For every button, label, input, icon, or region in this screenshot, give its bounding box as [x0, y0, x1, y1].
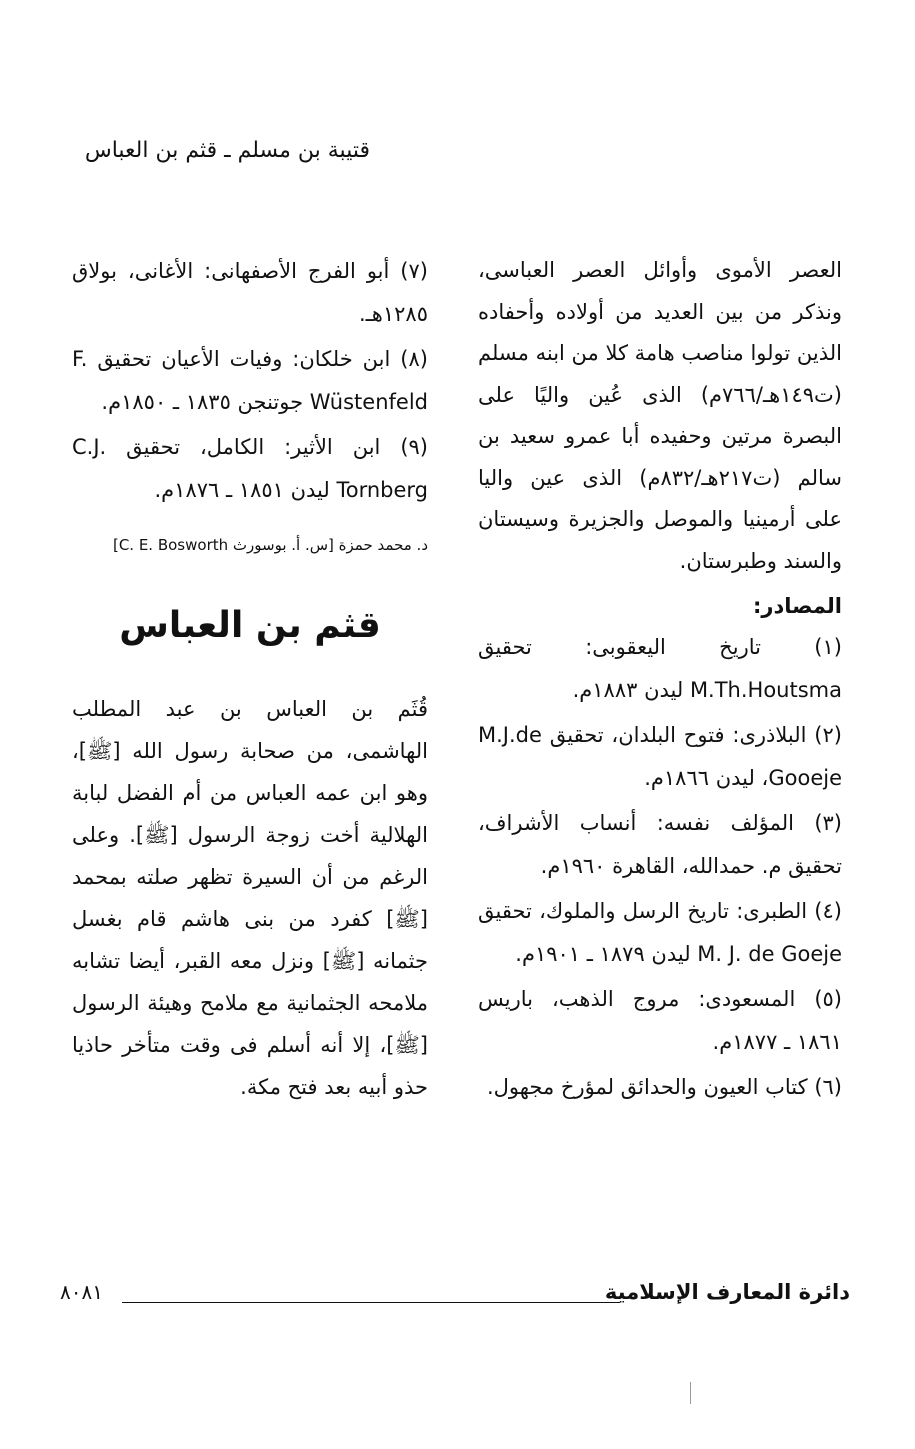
right-column — [478, 250, 842, 1111]
article-title: قثم بن العباس — [119, 605, 381, 646]
source-entry-5: (٥) المسعودى: مروج الذهب، باريس ١٨٦١ ـ ١٨٧٧م. — [478, 987, 842, 1054]
source-entry-6: (٦) كتاب العيون والحدائق لمؤرخ مجهول. — [486, 1075, 842, 1099]
source-entry-3: (٣) المؤلف نفسه: أنساب الأشراف، تحقيق م. حمدالله، القاهرة ١٩٦٠م. — [478, 811, 842, 878]
left-column — [72, 250, 428, 1108]
article-body-paragraph: قُثَم بن العباس بن عبد المطلب الهاشمى، من صحابة رسول الله [ﷺ]، وهو ابن عمه العباس من أم الفضل لبابة الهلالية أخت زوجة الرسول [ﷺ]. وعلى الرغم من أن السيرة تظهر صلته بمحمد [ﷺ] كفرد من بنى هاشم قام بغسل جثمانه [ﷺ] ونزل معه القبر، أيضا تشابه ملامحه الجثمانية مع ملامح وهيئة الرسول [ﷺ]، إلا أنه أسلم فى وقت متأخر حاذيا حذو أبيه بعد فتح مكة. — [72, 697, 428, 1099]
page-number: ٨٠٨١ — [60, 1280, 103, 1304]
source-entry-4: (٤) الطبرى: تاريخ الرسل والملوك، تحقيق M. J. de Goeje ليدن ١٨٧٩ ـ ١٩٠١م. — [478, 899, 842, 966]
page-footer — [60, 1272, 850, 1312]
footer-rule — [122, 1302, 620, 1303]
source-entry-2: (٢) البلاذرى: فتوح البلدان، تحقيق M.J.de Gooeje، ليدن ١٨٦٦م. — [478, 723, 842, 790]
footer-journal-title: دائرة المعارف الإسلامية — [604, 1280, 850, 1304]
source-entry-1: (١) تاريخ اليعقوبى: تحقيق M.Th.Houtsma ليدن ١٨٨٣م. — [478, 635, 842, 702]
running-head: قتيبة بن مسلم ـ قثم بن العباس — [84, 138, 370, 163]
article-continuation-paragraph: العصر الأموى وأوائل العصر العباسى، ونذكر من بين العديد من أولاده وأحفاده الذين تولوا مناصب هامة كلا من ابنه مسلم (ت١٤٩هـ/٧٦٦م) الذى عُين واليًا على البصرة مرتين وحفيده أبا عمرو سعيد بن سالم (ت٢١٧هـ/٨٣٢م) الذى عين واليا على أرمينيا والموصل والجزيرة وسيستان والسند وطبرستان. — [478, 258, 842, 573]
source-entry-8: (٨) ابن خلكان: وفيات الأعيان تحقيق F. Wüstenfeld جوتنجن ١٨٣٥ ـ ١٨٥٠م. — [72, 347, 428, 414]
author-note: د. محمد حمزة [س. أ. بوسورث C. E. Bosworth] — [112, 536, 428, 554]
source-entry-9: (٩) ابن الأثير: الكامل، تحقيق C.J. Tornberg ليدن ١٨٥١ ـ ١٨٧٦م. — [72, 435, 428, 502]
source-entry-7: (٧) أبو الفرج الأصفهانى: الأغانى، بولاق ١٢٨٥هـ. — [72, 259, 428, 326]
sources-heading: المصادر: — [752, 594, 842, 618]
scan-mark — [690, 1382, 691, 1404]
